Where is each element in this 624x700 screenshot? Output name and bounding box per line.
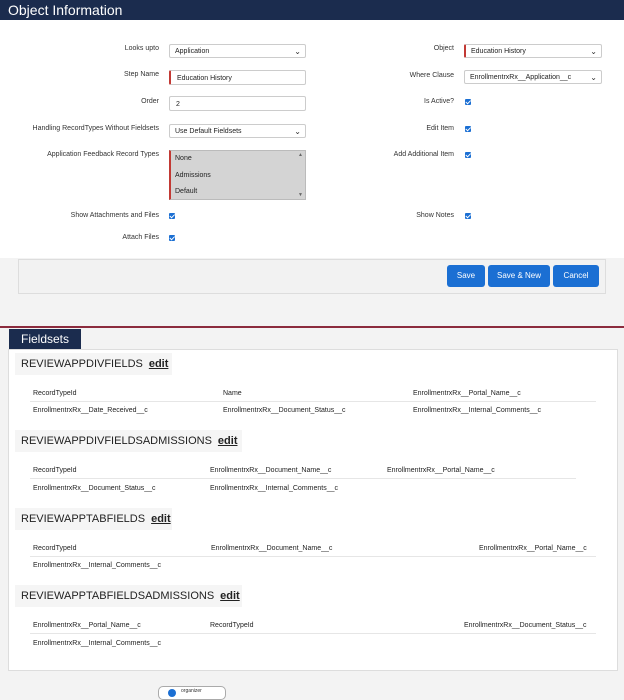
order-label: Order [141, 98, 159, 105]
attach-files-checkbox[interactable] [169, 235, 175, 241]
where-clause-select[interactable] [464, 70, 602, 84]
organizer-label: organizer [181, 688, 202, 694]
order-input[interactable]: 2 [169, 96, 306, 111]
fieldsets-tab: Fieldsets [9, 329, 81, 349]
option-admissions[interactable]: Admissions [175, 172, 211, 179]
fieldset-name: REVIEWAPPTABFIELDS [21, 513, 146, 525]
feedback-record-types-label: Application Feedback Record Types [47, 151, 159, 158]
field-cell: EnrollmentrxRx__Portal_Name__c [479, 545, 587, 552]
field-cell: EnrollmentrxRx__Document_Status__c [223, 407, 346, 414]
show-attachments-label: Show Attachments and Files [70, 212, 159, 219]
field-cell: RecordTypeId [33, 545, 77, 552]
feedback-record-types-multiselect[interactable] [169, 150, 306, 200]
edit-item-checkbox[interactable] [465, 126, 471, 132]
step-name-input[interactable]: Education History [169, 70, 306, 85]
field-cell: RecordTypeId [33, 467, 77, 474]
is-active-label: Is Active? [424, 98, 454, 105]
handling-recordtypes-label: Handling RecordTypes Without Fieldsets [32, 125, 159, 132]
row-divider [30, 556, 596, 557]
cancel-button[interactable]: Cancel [553, 265, 599, 287]
field-cell: EnrollmentrxRx__Internal_Comments__c [33, 562, 161, 569]
field-cell: EnrollmentrxRx__Internal_Comments__c [33, 640, 161, 647]
looks-upto-value: Application [175, 48, 210, 55]
fieldset-name: REVIEWAPPDIVFIELDSADMISSIONS [21, 435, 212, 447]
object-value: Education History [471, 48, 526, 55]
add-additional-item-label: Add Additional Item [393, 151, 454, 158]
fieldset-edit-link[interactable]: edit [220, 590, 240, 602]
page-title: Object Information [8, 2, 123, 18]
show-notes-checkbox[interactable] [465, 213, 471, 219]
scroll-up-icon[interactable]: ▲ [298, 152, 303, 158]
organizer-button[interactable] [158, 686, 226, 700]
organizer-icon [168, 689, 176, 697]
row-divider [30, 478, 576, 479]
fieldset-header [15, 430, 242, 452]
field-cell: Name [223, 390, 242, 397]
field-cell: EnrollmentrxRx__Document_Name__c [211, 545, 333, 552]
save-new-button[interactable]: Save & New [488, 265, 550, 287]
edit-item-label: Edit Item [426, 125, 454, 132]
handling-recordtypes-value: Use Default Fieldsets [175, 128, 242, 135]
object-select[interactable] [464, 44, 602, 58]
fieldset-header [15, 353, 172, 375]
fieldset-edit-link[interactable]: edit [217, 435, 238, 447]
show-attachments-checkbox[interactable] [169, 213, 175, 219]
field-cell: RecordTypeId [210, 622, 254, 629]
where-clause-value: EnrollmentrxRx__Application__c [470, 74, 572, 81]
chevron-down-icon: ⌄ [590, 47, 597, 56]
fieldset-header [15, 508, 172, 530]
looks-upto-select[interactable] [169, 44, 306, 58]
field-cell: EnrollmentrxRx__Portal_Name__c [387, 467, 495, 474]
field-cell: EnrollmentrxRx__Date_Received__c [33, 407, 148, 414]
chevron-down-icon: ⌄ [294, 47, 301, 56]
option-none[interactable]: None [175, 155, 192, 162]
looks-upto-label: Looks upto [124, 45, 159, 52]
field-cell: EnrollmentrxRx__Internal_Comments__c [210, 485, 338, 492]
fieldset-edit-link[interactable]: edit [148, 358, 169, 370]
row-divider [30, 633, 596, 634]
chevron-down-icon: ⌄ [294, 127, 301, 136]
chevron-down-icon: ⌄ [590, 73, 597, 82]
save-button[interactable]: Save [447, 265, 485, 287]
show-notes-label: Show Notes [416, 212, 454, 219]
handling-recordtypes-select[interactable] [169, 124, 306, 138]
fieldset-edit-link[interactable]: edit [151, 513, 171, 525]
object-label: Object [433, 45, 454, 52]
scroll-down-icon[interactable]: ▼ [298, 192, 303, 198]
field-cell: EnrollmentrxRx__Portal_Name__c [33, 622, 141, 629]
object-information-header [0, 0, 624, 20]
attach-files-label: Attach Files [122, 234, 159, 241]
field-cell: EnrollmentrxRx__Document_Status__c [33, 485, 156, 492]
field-cell: RecordTypeId [33, 390, 77, 397]
where-clause-label: Where Clause [409, 72, 454, 79]
is-active-checkbox[interactable] [465, 99, 471, 105]
field-cell: EnrollmentrxRx__Internal_Comments__c [413, 407, 541, 414]
field-cell: EnrollmentrxRx__Document_Name__c [210, 467, 332, 474]
field-cell: EnrollmentrxRx__Document_Status__c [464, 622, 587, 629]
fieldset-name: REVIEWAPPTABFIELDSADMISSIONS [21, 590, 215, 602]
field-cell: EnrollmentrxRx__Portal_Name__c [413, 390, 521, 397]
fieldset-name: REVIEWAPPDIVFIELDS [21, 358, 143, 370]
step-name-label: Step Name [123, 71, 159, 78]
section-divider [0, 326, 624, 328]
row-divider [30, 401, 596, 402]
fieldset-header [15, 585, 242, 607]
add-additional-item-checkbox[interactable] [465, 152, 471, 158]
option-default[interactable]: Default [175, 188, 198, 195]
